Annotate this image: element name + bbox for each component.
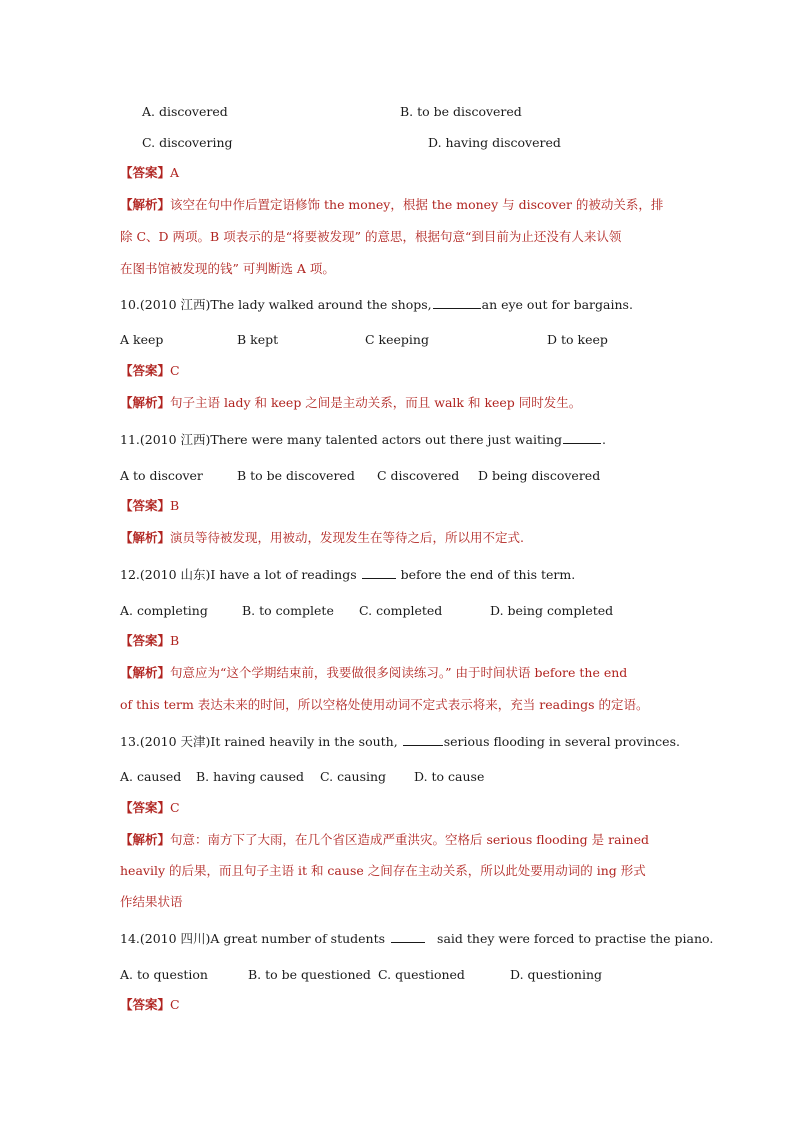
question-stem (120, 567, 575, 583)
analysis-text: 除 C、D 两项。B 项表示的是“将要被发现” 的意思，根据句意“到目前为止还没有人来认领 (120, 229, 622, 244)
option-c: C. causing (320, 769, 387, 784)
option-a: A keep (120, 332, 164, 347)
analysis-label: 【解析】 (120, 197, 171, 212)
question-stem (120, 734, 680, 750)
option-a: A. completing (120, 603, 208, 618)
option-d: D being discovered (478, 468, 601, 483)
answer-value: B (170, 498, 180, 513)
option-c: C. completed (359, 603, 443, 618)
option-c: C keeping (365, 332, 429, 347)
question-stem (120, 931, 713, 947)
option-b: B. to be discovered (400, 104, 522, 119)
stem-before: 12.(2010 山东)I have a lot of readings (120, 567, 357, 582)
option-a: A to discover (120, 468, 203, 483)
analysis-line (120, 832, 649, 848)
option-d: D. having discovered (428, 135, 561, 150)
analysis-text: 句子主语 lady 和 keep 之间是主动关系，而且 walk 和 keep 同时发生。 (170, 395, 582, 410)
answer-blank (362, 567, 396, 579)
analysis-text: 在图书馆被发现的钱” 可判断选 A 项。 (120, 261, 335, 276)
analysis-line (120, 530, 524, 546)
option-d: D. questioning (510, 967, 603, 982)
stem-before: 14.(2010 四川)A great number of students (120, 931, 386, 946)
option-c: C. discovering (142, 135, 233, 150)
answer-line (120, 165, 179, 181)
analysis-text: 作结果状语 (120, 894, 183, 909)
analysis-text: of this term 表达未来的时间，所以空格处使用动词不定式表示将来，充当 readings 的定语。 (120, 697, 649, 712)
answer-line (120, 633, 179, 649)
answer-label: 【答案】 (120, 997, 171, 1012)
option-d: D. to cause (414, 769, 485, 784)
analysis-line (120, 665, 627, 681)
option-c: C. questioned (378, 967, 465, 982)
answer-label: 【答案】 (120, 363, 171, 378)
answer-line (120, 997, 180, 1013)
analysis-label: 【解析】 (120, 665, 171, 680)
answer-value: C (170, 997, 180, 1012)
option-b: B kept (237, 332, 279, 347)
stem-after: said they were forced to practise the piano. (437, 931, 714, 946)
analysis-text: 句意：南方下了大雨，在几个省区造成严重洪灾。空格后 serious flooding 是 rained (170, 832, 650, 847)
option-c: C discovered (377, 468, 460, 483)
answer-value: C (170, 800, 180, 815)
analysis-text: 句意应为“这个学期结束前，我要做很多阅读练习。” 由于时间状语 before the end (170, 665, 628, 680)
answer-blank (391, 931, 425, 943)
answer-label: 【答案】 (120, 800, 171, 815)
option-b: B. to complete (242, 603, 334, 618)
analysis-text: 演员等待被发现，用被动，发现发生在等待之后，所以用不定式. (170, 530, 524, 545)
analysis-label: 【解析】 (120, 530, 171, 545)
option-d: D to keep (547, 332, 608, 347)
answer-line (120, 800, 180, 816)
option-d: D. being completed (490, 603, 614, 618)
question-stem (120, 432, 606, 448)
analysis-line (120, 197, 663, 213)
answer-blank (433, 297, 481, 309)
option-a: A. to question (120, 967, 208, 982)
analysis-line (120, 395, 581, 411)
question-stem (120, 297, 633, 313)
answer-value: C (170, 363, 180, 378)
answer-value: B (170, 633, 180, 648)
answer-blank (403, 734, 443, 746)
answer-line (120, 498, 179, 514)
analysis-label: 【解析】 (120, 395, 171, 410)
stem-after: before the end of this term. (400, 567, 576, 582)
option-b: B. having caused (196, 769, 305, 784)
answer-label: 【答案】 (120, 498, 171, 513)
answer-label: 【答案】 (120, 165, 171, 180)
analysis-text: 该空在句中作后置定语修饰 the money，根据 the money 与 discover 的被动关系，排 (170, 197, 664, 212)
stem-before: 11.(2010 江西)There were many talented actors out there just waiting (120, 432, 563, 447)
answer-value: A (170, 165, 180, 180)
option-a: A. discovered (142, 104, 228, 119)
answer-line (120, 363, 180, 379)
answer-label: 【答案】 (120, 633, 171, 648)
analysis-label: 【解析】 (120, 832, 171, 847)
option-a: A. caused (120, 769, 182, 784)
analysis-text: heavily 的后果，而且句子主语 it 和 cause 之间存在主动关系，所以此处要用动词的 ing 形式 (120, 863, 646, 878)
stem-before: 10.(2010 江西)The lady walked around the shops, (120, 297, 432, 312)
answer-blank (563, 432, 601, 444)
option-b: B to be discovered (237, 468, 355, 483)
stem-after: . (602, 432, 607, 447)
stem-after: serious flooding in several provinces. (443, 734, 680, 749)
option-b: B. to be questioned (248, 967, 371, 982)
stem-after: an eye out for bargains. (481, 297, 633, 312)
stem-before: 13.(2010 天津)It rained heavily in the south, (120, 734, 398, 749)
